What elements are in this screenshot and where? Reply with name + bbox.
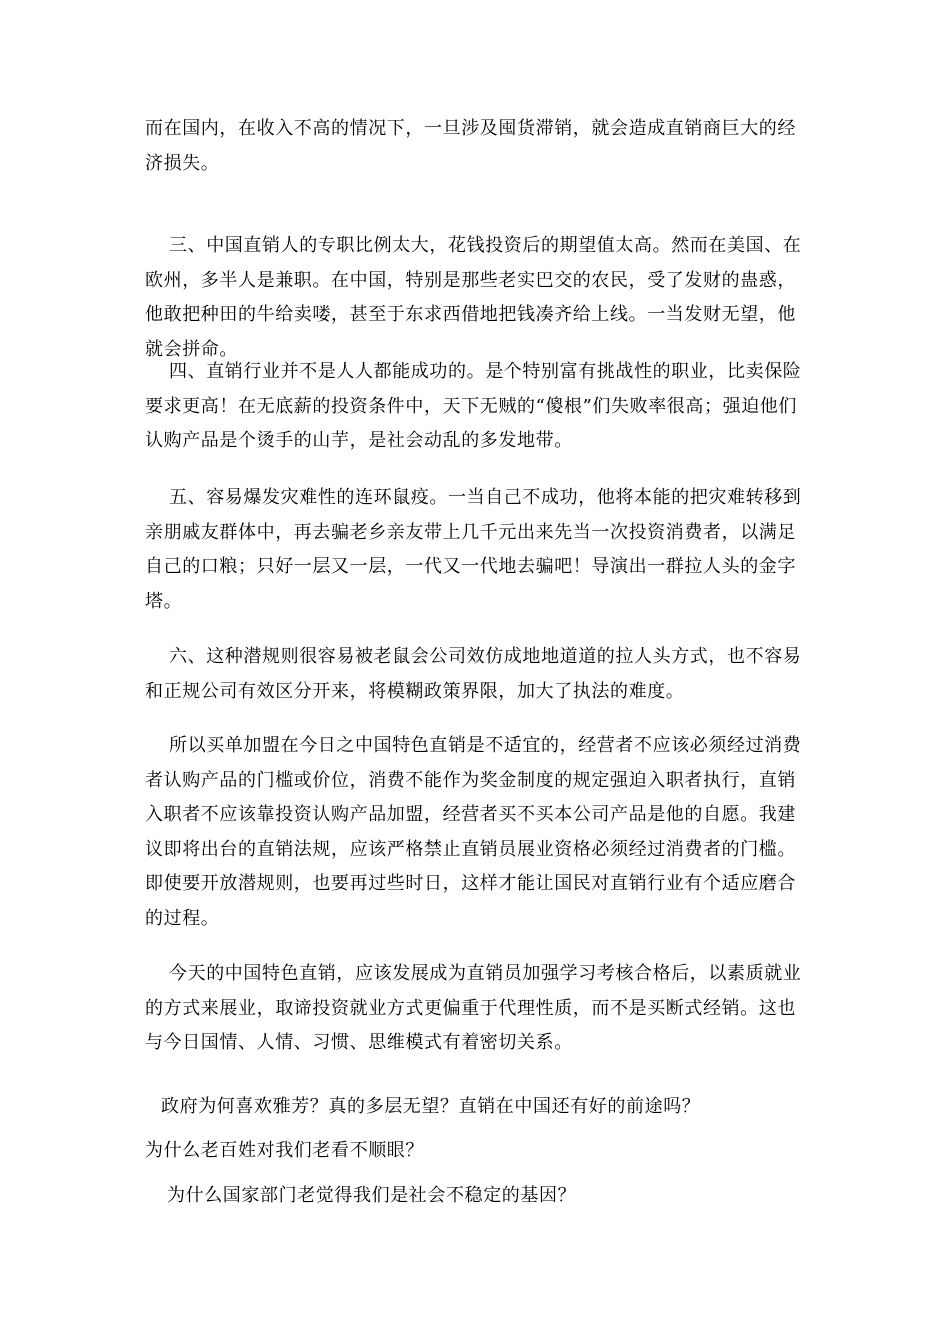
paragraph-point-six: 六、这种潜规则很容易被老鼠会公司效仿成地地道道的拉人头方式，也不容易和正规公司有效区分开来，将模糊政策界限，加大了执法的难度。 (145, 646, 802, 702)
question-avon: 政府为何喜欢雅芳？真的多层无望？直销在中国还有好的前途吗？ (161, 1096, 701, 1117)
paragraph-point-three: 三、中国直销人的专职比例太大，花钱投资后的期望值太高。然而在美国、在欧州，多半人是兼职。在中国，特别是那些老实巴交的农民，受了发财的蛊惑，他敢把种田的牛给卖喽，甚至于东求西借地把钱凑齐给上线。一当发财无望，他就会拼命。 (145, 235, 802, 360)
paragraph-conclusion: 所以买单加盟在今日之中国特色直销是不适宜的，经营者不应该必须经过消费者认购产品的门槛或价位，消费不能作为奖金制度的规定强迫入职者执行，直销入职者不应该靠投资认购产品加盟，经营者买不买本公司产品是他的自愿。我建议即将出台的直销法规，应该严格禁止直销员展业资格必须经过消费者的门槛。即使要开放潜规则，也要再过些时日，这样才能让国民对直销行业有个适应磨合的过程。 (145, 735, 802, 929)
question-state-departments: 为什么国家部门老觉得我们是社会不稳定的基因？ (167, 1185, 577, 1206)
paragraph-point-five: 五、容易爆发灾难性的连环鼠疫。一当自己不成功，他将本能的把灾难转移到亲朋戚友群体中，再去骗老乡亲友带上几千元出来先当一次投资消费者，以满足自己的口粮；只好一层又一层，一代又一代地去骗吧！导演出一群拉人头的金字塔。 (145, 487, 802, 612)
paragraph-today-direct-sales: 今天的中国特色直销，应该发展成为直销员加强学习考核合格后，以素质就业的方式来展业，取谛投资就业方式更偏重于代理性质，而不是买断式经销。这也与今日国情、人情、习惯、思维模式有着密切关系。 (145, 963, 802, 1053)
question-common-people: 为什么老百姓对我们老看不顺眼？ (145, 1140, 424, 1161)
paragraph-point-four: 四、直销行业并不是人人都能成功的。是个特别富有挑战性的职业，比卖保险要求更高！在无底薪的投资条件中，天下无贼的“傻根”们失败率很高；强迫他们认购产品是个烫手的山芋，是社会动乱的多发地带。 (145, 361, 802, 451)
paragraph-economic-loss: 而在国内，在收入不高的情况下，一旦涉及囤货滞销，就会造成直销商巨大的经济损失。 (145, 118, 796, 174)
